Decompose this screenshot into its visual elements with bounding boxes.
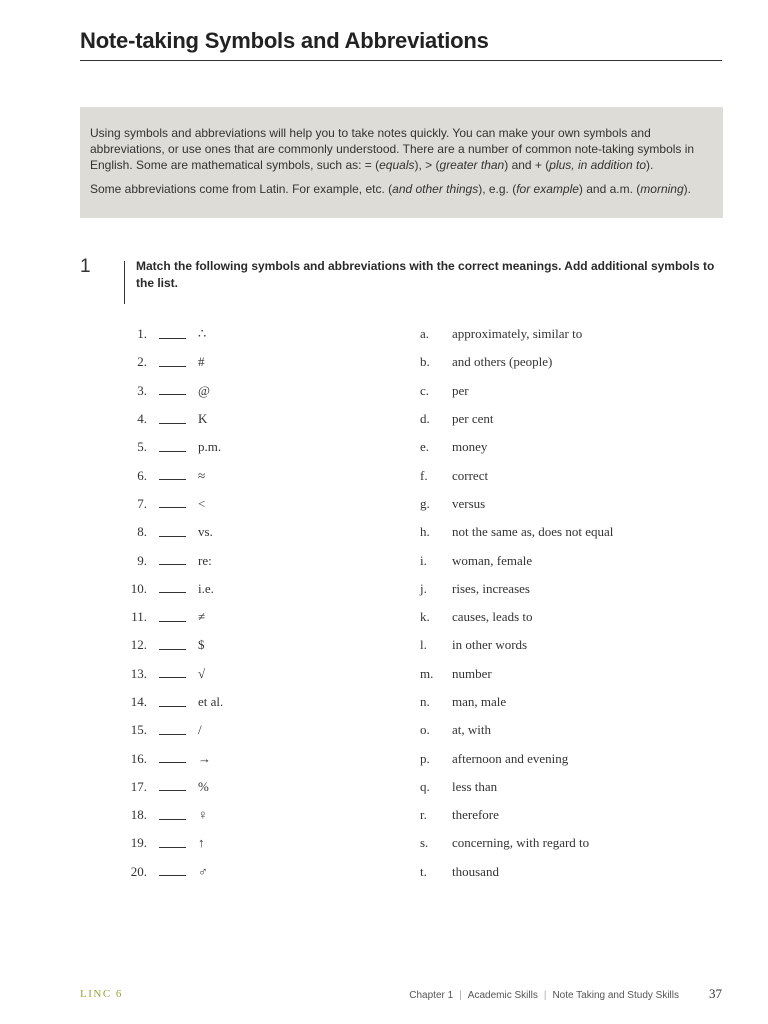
- meaning-text: money: [452, 439, 488, 455]
- item-symbol: i.e.: [198, 580, 214, 596]
- meaning-item: [420, 518, 740, 546]
- meaning-item: [420, 320, 740, 348]
- meaning-text: number: [452, 665, 492, 681]
- answer-blank[interactable]: [159, 536, 186, 537]
- answer-blank[interactable]: [159, 847, 186, 848]
- meaning-text: approximately, similar to: [452, 326, 583, 342]
- italic-term: equals: [379, 158, 415, 172]
- symbol-item: [120, 631, 370, 659]
- meaning-text: less than: [452, 778, 498, 794]
- meaning-text: not the same as, does not equal: [452, 524, 614, 540]
- meaning-item: [420, 716, 740, 744]
- item-symbol: K: [198, 411, 208, 427]
- symbol-item: [120, 461, 370, 489]
- answer-blank[interactable]: [159, 677, 186, 678]
- meaning-item: [420, 575, 740, 603]
- meaning-text: correct: [452, 467, 489, 483]
- page-title: Note-taking Symbols and Abbreviations: [80, 28, 722, 61]
- intro-paragraph-1: [90, 125, 713, 173]
- meaning-text: afternoon and evening: [452, 750, 569, 766]
- meaning-letter: i.: [420, 552, 427, 568]
- symbol-item: [120, 575, 370, 603]
- meaning-text: versus: [452, 495, 486, 511]
- item-number: 6.: [137, 467, 147, 483]
- text-run: ), > (: [414, 158, 440, 172]
- answer-blank[interactable]: [159, 649, 186, 650]
- symbol-item: [120, 773, 370, 801]
- item-symbol: vs.: [198, 524, 213, 540]
- item-number: 12.: [130, 637, 147, 653]
- meaning-item: [420, 405, 740, 433]
- item-number: 13.: [130, 665, 147, 681]
- symbol-item: [120, 716, 370, 744]
- symbol-item: [120, 660, 370, 688]
- text-run: ).: [646, 158, 654, 172]
- answer-blank[interactable]: [159, 819, 186, 820]
- meaning-text: woman, female: [452, 552, 533, 568]
- meaning-item: [420, 829, 740, 857]
- footer-topic: Note Taking and Study Skills: [552, 990, 679, 1001]
- symbol-item: [120, 688, 370, 716]
- symbol-item: [120, 348, 370, 376]
- meaning-letter: a.: [420, 326, 430, 342]
- meaning-item: [420, 858, 740, 886]
- meaning-item: [420, 744, 740, 772]
- symbol-item: [120, 744, 370, 772]
- answer-blank[interactable]: [159, 507, 186, 508]
- meaning-letter: c.: [420, 382, 430, 398]
- symbol-item: [120, 490, 370, 518]
- meaning-text: per cent: [452, 411, 494, 427]
- item-symbol: <: [198, 495, 206, 511]
- item-number: 11.: [131, 609, 147, 625]
- meaning-letter: b.: [420, 354, 430, 370]
- item-symbol: @: [198, 382, 210, 398]
- meaning-item: [420, 631, 740, 659]
- italic-term: for example: [516, 182, 579, 196]
- answer-blank[interactable]: [159, 564, 186, 565]
- answer-blank[interactable]: [159, 479, 186, 480]
- meaning-letter: r.: [420, 807, 427, 823]
- meaning-text: and others (people): [452, 354, 553, 370]
- meaning-letter: e.: [420, 439, 430, 455]
- item-number: 5.: [137, 439, 147, 455]
- meaning-letter: o.: [420, 722, 430, 738]
- footer-series: LINC 6: [80, 988, 123, 1000]
- item-number: 19.: [130, 835, 147, 851]
- meaning-item: [420, 377, 740, 405]
- meaning-item: [420, 688, 740, 716]
- item-symbol: p.m.: [198, 439, 222, 455]
- item-symbol: ≠: [198, 609, 206, 625]
- item-number: 20.: [130, 863, 147, 879]
- item-symbol: √: [198, 665, 206, 681]
- meaning-letter: g.: [420, 495, 430, 511]
- symbol-item: [120, 433, 370, 461]
- item-symbol: ♀: [198, 807, 208, 823]
- meaning-letter: t.: [420, 863, 427, 879]
- exercise-divider: [124, 261, 125, 304]
- meaning-letter: j.: [420, 580, 427, 596]
- meaning-text: man, male: [452, 694, 507, 709]
- footer-separator: |: [459, 990, 462, 1001]
- item-symbol: %: [198, 778, 209, 794]
- text-run: Using symbols and abbreviations will help you to take notes quickly. You can make your own symbols and abbreviations, or use ones that are commonly understood. There are a number of common note-taking symbols in English. Some are mathematical symbols, such as: = (: [90, 126, 695, 172]
- item-number: 2.: [137, 354, 147, 370]
- item-symbol: re:: [198, 552, 212, 568]
- text-run: ) and + (: [504, 158, 550, 172]
- meanings-list: [420, 320, 740, 886]
- meaning-letter: p.: [420, 750, 430, 766]
- answer-blank[interactable]: [159, 734, 186, 735]
- item-number: 15.: [130, 722, 147, 738]
- meaning-text: rises, increases: [452, 580, 530, 596]
- meaning-letter: s.: [420, 835, 429, 851]
- meaning-text: causes, leads to: [452, 609, 533, 625]
- italic-term: and other things: [392, 182, 479, 196]
- exercise-instruction: Match the following symbols and abbreviations with the correct meanings. Add additional symbols to the list.: [136, 259, 715, 290]
- meaning-text: thousand: [452, 863, 499, 879]
- item-symbol: ↑: [198, 835, 205, 851]
- symbol-item: [120, 377, 370, 405]
- answer-blank[interactable]: [159, 394, 186, 395]
- meaning-text: in other words: [452, 637, 528, 653]
- symbol-item: [120, 858, 370, 886]
- italic-term: morning: [640, 182, 684, 196]
- item-symbol: #: [198, 354, 205, 370]
- answer-blank[interactable]: [159, 423, 186, 424]
- answer-blank[interactable]: [159, 366, 186, 367]
- answer-blank[interactable]: [159, 790, 186, 791]
- item-symbol: →: [198, 750, 211, 766]
- symbols-list: [120, 320, 370, 886]
- item-number: 8.: [137, 524, 147, 540]
- text-run: ).: [683, 182, 691, 196]
- answer-blank[interactable]: [159, 592, 186, 593]
- symbol-item: [120, 546, 370, 574]
- item-symbol: ≈: [198, 467, 206, 483]
- meaning-letter: k.: [420, 609, 430, 625]
- item-symbol: et al.: [198, 694, 224, 709]
- meaning-item: [420, 773, 740, 801]
- item-number: 10.: [130, 580, 147, 596]
- item-number: 17.: [130, 778, 147, 794]
- answer-blank[interactable]: [159, 706, 186, 707]
- item-number: 16.: [130, 750, 147, 766]
- footer-separator: |: [543, 990, 547, 1001]
- intro-paragraph-2: [90, 181, 713, 197]
- meaning-text: at, with: [452, 722, 491, 738]
- symbol-item: [120, 320, 370, 348]
- meaning-item: [420, 660, 740, 688]
- item-number: 14.: [130, 694, 147, 709]
- item-symbol: ∴: [198, 326, 207, 342]
- item-symbol: $: [198, 637, 205, 653]
- exercise-number: 1: [80, 256, 91, 277]
- intro-box: [80, 107, 723, 218]
- symbol-item: [120, 829, 370, 857]
- item-number: 9.: [137, 552, 147, 568]
- italic-term: greater than: [439, 158, 505, 172]
- footer-section: Academic Skills: [467, 990, 538, 1001]
- meaning-letter: f.: [420, 467, 428, 483]
- item-number: 4.: [137, 411, 147, 427]
- meaning-letter: d.: [420, 411, 430, 427]
- item-symbol: ♂: [198, 863, 208, 879]
- meaning-letter: n.: [420, 694, 430, 709]
- meaning-item: [420, 433, 740, 461]
- meaning-letter: m.: [420, 665, 434, 681]
- text-run: ) and a.m. (: [578, 182, 641, 196]
- italic-term: plus, in addition to: [549, 158, 646, 172]
- answer-blank[interactable]: [159, 762, 186, 763]
- symbol-item: [120, 603, 370, 631]
- meaning-item: [420, 603, 740, 631]
- meaning-letter: q.: [420, 778, 430, 794]
- item-number: 1.: [137, 326, 147, 342]
- meaning-item: [420, 801, 740, 829]
- text-run: Some abbreviations come from Latin. For example, etc. (: [90, 182, 393, 196]
- meaning-item: [420, 490, 740, 518]
- meaning-text: concerning, with regard to: [452, 835, 590, 851]
- answer-blank[interactable]: [159, 451, 186, 452]
- meaning-text: per: [452, 382, 469, 398]
- answer-blank[interactable]: [159, 621, 186, 622]
- text-run: ), e.g. (: [478, 182, 517, 196]
- item-symbol: /: [198, 722, 202, 738]
- symbol-item: [120, 801, 370, 829]
- answer-blank[interactable]: [159, 875, 186, 876]
- meaning-item: [420, 461, 740, 489]
- item-number: 7.: [137, 495, 147, 511]
- page-number: 37: [709, 986, 722, 1001]
- meaning-text: therefore: [452, 807, 499, 823]
- footer-breadcrumb: [409, 986, 722, 1002]
- meaning-letter: l.: [420, 637, 427, 653]
- item-number: 3.: [137, 382, 147, 398]
- meaning-item: [420, 546, 740, 574]
- symbol-item: [120, 405, 370, 433]
- symbol-item: [120, 518, 370, 546]
- meaning-item: [420, 348, 740, 376]
- meaning-letter: h.: [420, 524, 430, 540]
- footer-chapter: Chapter 1: [409, 990, 454, 1001]
- item-number: 18.: [130, 807, 147, 823]
- answer-blank[interactable]: [159, 338, 186, 339]
